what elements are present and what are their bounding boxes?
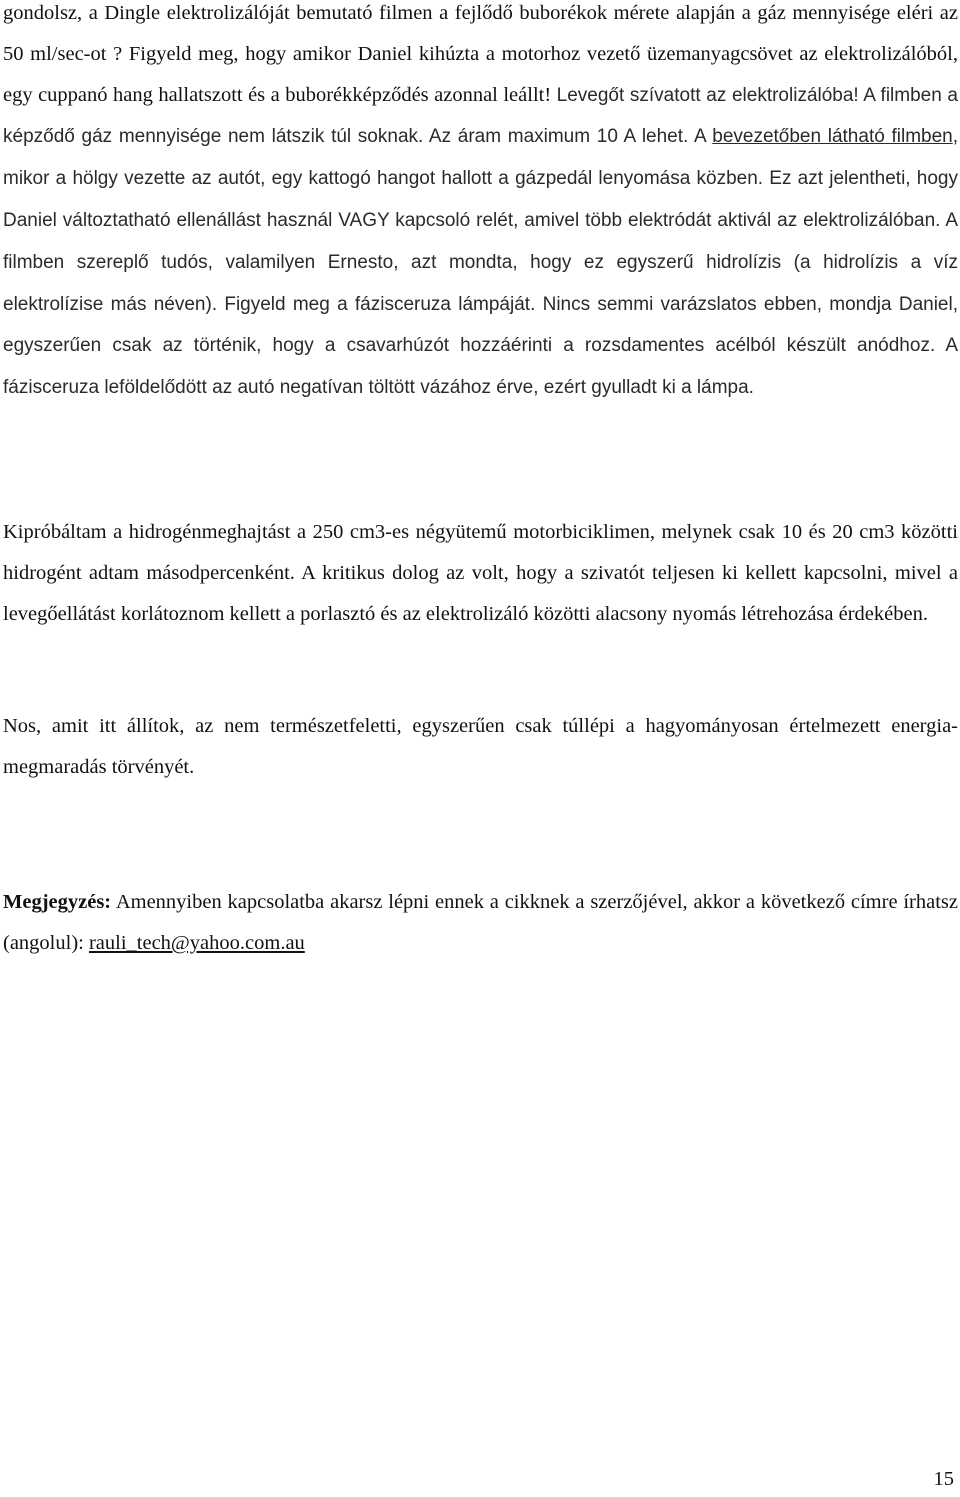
author-email-link[interactable]: rauli_tech@yahoo.com.au	[88, 931, 305, 954]
note-paragraph	[3, 882, 958, 964]
paragraph-2-text: Kipróbáltam a hidrogénmeghajtást a 250 cm3-es négyütemű motorbiciklimen, melynek csak 10 és 20 cm3 közötti hidrogént adtam másodpercenként. A kritikus dolog az volt, hogy a szivatót teljesen ki kellett kapcsolni, mivel a levegőellátást korlátoznom kellett a porlasztó és az elektrolizáló közötti alacsony nyomás létrehozása érdekében.	[3, 521, 958, 625]
page-number: 15	[933, 1468, 954, 1490]
paragraph-1-text-b: Levegőt szívatott az elektrolizálóba! A filmben a képződő gáz mennyisége nem látszik túl soknak. Az áram maximum 10 A lehet.	[3, 84, 958, 148]
note-text: Amennyiben kapcsolatba akarsz lépni ennek a cikknek a szerzőjével, akkor a következő címre írhatsz (angolul):	[3, 891, 958, 954]
paragraph-1-text-c: A	[688, 126, 713, 148]
paragraph-2	[3, 512, 958, 634]
intro-film-link[interactable]: bevezetőben látható filmben	[712, 126, 953, 148]
paragraph-1-text-d: , mikor a hölgy vezette az autót, egy kattogó hangot hallott a gázpedál lenyomása közben. Ez azt jelentheti, hogy Daniel változtatható ellenállást használ VAGY kapcsoló relét, amivel több elektródát aktivál az elektrolizálóban. A filmben szereplő tudós, valamilyen Ernesto, azt mondta, hogy ez egyszerű hidrolízis (a hidrolízis a víz elektrolízise más néven). Figyeld meg a fázisceruza lámpáját. Nincs semmi varázslatos ebben, mondja Daniel, egyszerűen csak az történik, hogy a csavarhúzót hozzáérinti a rozsdamentes acélból készült anódhoz. A fázisceruza leföldelődött az autó negatívan töltött vázához érve, ezért gyulladt ki a lámpa.	[3, 126, 958, 399]
paragraph-1-text-a: gondolsz, a Dingle elektrolizálóját bemutató filmen a fejlődő buborékok mérete alapján a gáz mennyisége eléri az 50 ml/sec-ot ? Figyeld meg, hogy amikor Daniel kihúzta a motorhoz vezető üzemanyagcsövet az elektrolizálóból, egy cuppanó hang hallatszott és a buborékképződés azonnal leállt!	[3, 2, 958, 106]
paragraph-1	[3, 0, 958, 409]
note-label: Megjegyzés:	[3, 891, 112, 913]
paragraph-3	[3, 706, 958, 788]
paragraph-3-text: Nos, amit itt állítok, az nem természetfeletti, egyszerűen csak túllépi a hagyományosan értelmezett energia-megmaradás törvényét.	[3, 715, 958, 778]
